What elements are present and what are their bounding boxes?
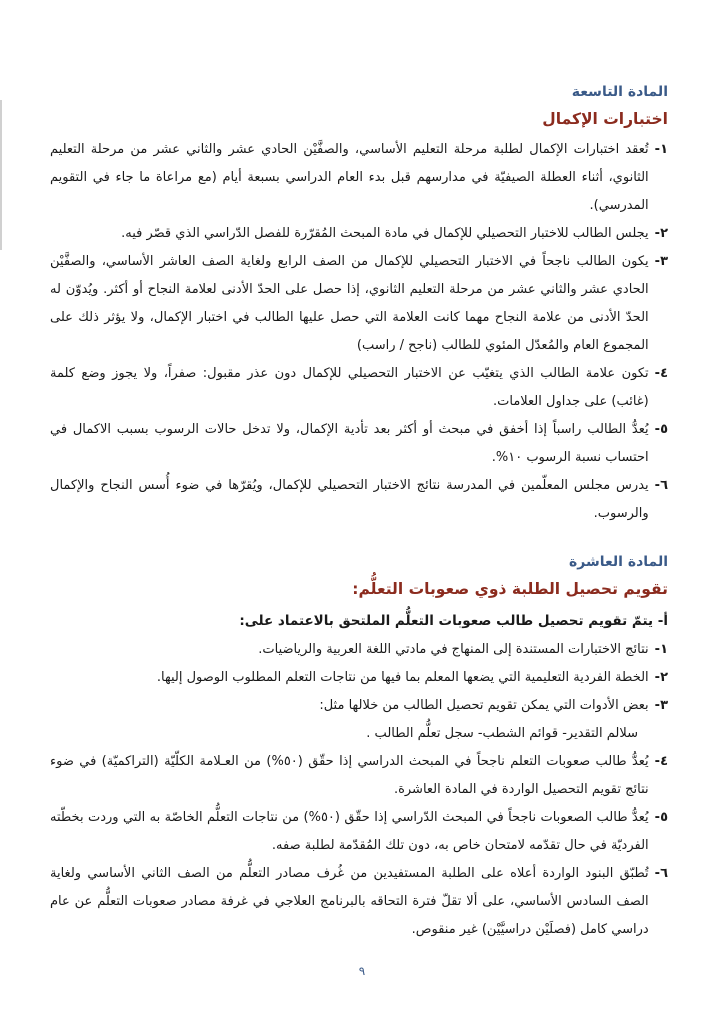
item-number: ١- bbox=[654, 142, 668, 157]
list-item bbox=[50, 416, 668, 472]
article-9-section-title: اختبارات الإكمال bbox=[542, 110, 668, 128]
list-item bbox=[50, 248, 668, 360]
list-item bbox=[50, 804, 668, 860]
list-item bbox=[50, 860, 668, 944]
scan-edge-line bbox=[0, 100, 2, 250]
article-9-title: المادة التاسعة bbox=[571, 84, 668, 100]
article-10-section-title: تقويم تحصيل الطلبة ذوي صعوبات التعلُّم: bbox=[352, 580, 668, 598]
item-number: ٤- bbox=[654, 754, 668, 769]
list-item bbox=[50, 136, 668, 220]
item-text: بعض الأدوات التي يمكن تقويم تحصيل الطالب من خلالها مثل: bbox=[319, 698, 649, 713]
item-text: يُعدُّ الطالب راسباً إذا أخفق في مبحث أو أكثر بعد تأدية الإكمال، ولا تدخل حالات الرسوب بسبب الاكمال في احتساب نسبة الرسوب ١٠%. bbox=[50, 422, 649, 465]
list-item bbox=[50, 360, 668, 416]
list-item bbox=[50, 472, 668, 528]
item-text: يُعدُّ طالب الصعوبات ناجحاً في المبحث الدّراسي إذا حقّق (٥٠%) من نتاجات التعلُّم الخاصّة به التي وردت بخطّته الفرديّة في حال تقدّمه لامتحان خاص به، دون تلك المُقدّمة لطلبة صفه. bbox=[50, 810, 649, 853]
article-10-title: المادة العاشرة bbox=[569, 554, 668, 570]
item-text: تُطبّق البنود الواردة أعلاه على الطلبة المستفيدين من غُرف مصادر التعلُّم من الصف الثاني الأساسي ولغاية الصف السادس الأساسي، على ألا تقلّ فترة التحاقه بالبرنامج العلاجي في غرفة مصادر صعوبات التعلُّم عن عام دراسي كامل (فصلَيْن دراسيَّيْن) غير منقوص. bbox=[50, 866, 649, 937]
list-item bbox=[50, 664, 668, 692]
item-text: يُعدُّ طالب صعوبات التعلم ناجحاً في المبحث الدراسي إذا حقّق (٥٠%) من العـلامة الكلّيّة (التراكميّة) في ضوء نتائج تقويم التحصيل الواردة في المادة العاشرة. bbox=[50, 754, 649, 797]
list-item bbox=[50, 748, 668, 804]
item-text: تُعقد اختبارات الإكمال لطلبة مرحلة التعليم الأساسي، والصفَّيْن الحادي عشر والثاني عشر من مرحلة التعليم الثانوي، أثناء العطلة الصيفيّة في مدارسهم قبل بدء العام الدراسي بسبعة أيام (مع مراعاة ما جاء في التقويم المدرسي). bbox=[50, 142, 649, 213]
article-10-list bbox=[50, 636, 668, 944]
item-text: يكون الطالب ناجحاً في الاختبار التحصيلي للإكمال من الصف الرابع ولغاية الصف العاشر الأساسي، والصفَّيْن الحادي عشر والثاني عشر من مرحلة التعليم الثانوي، إذا حصل على الحدّ الأدنى لعلامة النجاح أو أكثر. ويُدوّن له الحدّ الأدنى من علامة النجاح مهما كانت العلامة التي حصل عليها الطالب في اختبار الإكمال، ولا يؤثر ذلك على المجموع العام والمُعدّل المئوي للطالب (ناجح / راسب) bbox=[50, 254, 649, 353]
item-number: ٥- bbox=[654, 422, 668, 437]
item-number: ٣- bbox=[654, 698, 668, 713]
item-number: ١- bbox=[654, 642, 668, 657]
item-text: يجلس الطالب للاختبار التحصيلي للإكمال في مادة المبحث المُقرّرة للفصل الدّراسي الذي قصّر فيه. bbox=[121, 226, 649, 241]
list-item bbox=[50, 220, 668, 248]
page-number: ٩ bbox=[358, 964, 366, 978]
item-number: ٢- bbox=[654, 670, 668, 685]
list-item bbox=[50, 692, 668, 720]
tools-line: سلالم التقدير- قوائم الشطب- سجل تعلُّم الطالب . bbox=[366, 726, 638, 741]
item-number: ٣- bbox=[654, 254, 668, 269]
item-number: ٤- bbox=[654, 366, 668, 381]
article-10-subsection-title: أ- يتمّ تقويم تحصيل طالب صعوبات التعلُّم الملتحق بالاعتماد على: bbox=[239, 613, 668, 629]
item-text: الخطة الفردية التعليمية التي يضعها المعلم بما فيها من نتاجات التعلم المطلوب الوصول إليها. bbox=[156, 670, 649, 685]
item-text: يدرس مجلس المعلّمين في المدرسة نتائج الاختبار التحصيلي للإكمال، ويُقرّها في ضوء أُسس النجاح والإكمال والرسوب. bbox=[50, 478, 649, 521]
item-text: تكون علامة الطالب الذي يتغيّب عن الاختبار التحصيلي للإكمال دون عذر مقبول: صفراً، ولا يجوز وضع كلمة (غائب) على جداول العلامات. bbox=[50, 366, 649, 409]
item-number: ٢- bbox=[654, 226, 668, 241]
item-text: نتائج الاختبارات المستندة إلى المنهاج في مادتي اللغة العربية والرياضيات. bbox=[258, 642, 649, 657]
item-number: ٦- bbox=[654, 478, 668, 493]
list-item bbox=[50, 636, 668, 664]
item-number: ٥- bbox=[654, 810, 668, 825]
section-gap bbox=[50, 528, 668, 548]
item-number: ٦- bbox=[654, 866, 668, 881]
article-9-list bbox=[50, 136, 668, 528]
